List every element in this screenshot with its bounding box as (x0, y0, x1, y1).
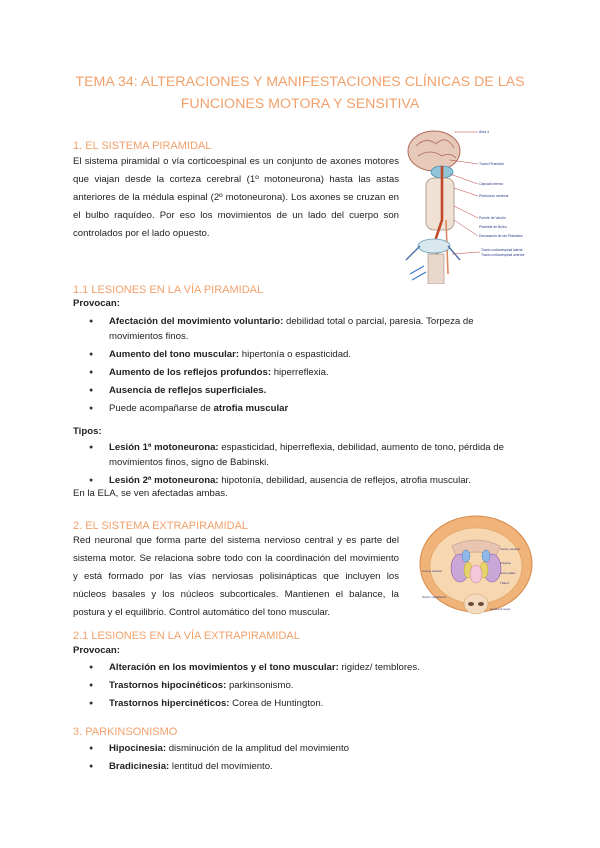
list-item: ● Trastornos hipocinéticos: parkinsonismo. (73, 678, 527, 693)
fig2-label: Globo pálido (500, 571, 516, 575)
heading-lesiones-via-extrapiramidal: 2.1 LESIONES EN LA VÍA EXTRAPIRAMIDAL (73, 630, 300, 642)
label-provocan: Provocan: (73, 298, 120, 309)
substantia-nigra-right (478, 602, 484, 606)
fig2-label: Sustancia negra (490, 607, 511, 611)
spinal-cord (428, 254, 444, 284)
label-tipos: Tipos: (73, 426, 102, 437)
fig1-label: Tracto Piramidal (479, 162, 504, 166)
list-item: ● Trastornos hipercinéticos: Corea de Huntington. (73, 696, 527, 711)
nerve-fibers (410, 266, 426, 280)
fig1-label: Decusación de las Pirámides (479, 234, 523, 238)
caudate-left (462, 550, 470, 562)
heading-sistema-extrapiramidal: 2. EL SISTEMA EXTRAPIRAMIDAL (73, 520, 249, 532)
list-lesiones-extrapiramidal (73, 660, 527, 714)
caudate-right (482, 550, 490, 562)
list-parkinsonismo (73, 741, 527, 777)
spinal-cord-section (418, 239, 450, 253)
heading-lesiones-via-piramidal: 1.1 LESIONES EN LA VÍA PIRAMIDAL (73, 284, 264, 296)
heading-sistema-piramidal: 1. EL SISTEMA PIRAMIDAL (73, 140, 212, 152)
fig1-label: Tracto corticoespinal lateral (481, 248, 523, 252)
list-item: ● Aumento del tono muscular: hipertonía o espasticidad. (73, 347, 527, 362)
brain-hemisphere (408, 131, 460, 171)
paragraph-sistema-extrapiramidal: Red neuronal que forma parte del sistema nervioso central y es parte del sistema motor. Se relaciona sobre todo con la coordinación del movimiento y está formado por las vías nerviosas polisinápticas que incluyen los núcleos basales y los núcleos subcorticales. Mantienen el balance, la postura y el equilibrio. Control automático del tono muscular. (73, 535, 399, 618)
list-item: ● Hipocinesia: disminución de la amplitud del movimiento (73, 741, 527, 756)
heading-parkinsonismo: 3. PARKINSONISMO (73, 726, 178, 738)
brainstem-section (464, 594, 488, 614)
fig1-label: Puente de Varolio (479, 216, 506, 220)
label-provocan: Provocan: (73, 645, 120, 656)
list-item: ● Alteración en los movimientos y el tono muscular: rigidez/ temblores. (73, 660, 527, 675)
list-lesiones-piramidal (73, 314, 527, 419)
basal-ganglia-diagram (416, 512, 536, 620)
list-item: ● Puede acompañarse de atrofia muscular (73, 401, 527, 416)
list-item: ● Aumento de los reflejos profundos: hiperreflexia. (73, 365, 527, 380)
list-tipos-lesion (73, 440, 527, 491)
pyramidal-tract-diagram (402, 124, 538, 284)
list-item: ● Bradicinesia: lentitud del movimiento. (73, 759, 527, 774)
paragraph-sistema-piramidal: El sistema piramidal o vía corticoespinal es un conjunto de axones motores que viajan desde la corteza cerebral (1º motoneurona) hasta las astas anteriores de la médula espinal (2º motoneurona). Los axones se cruzan en el bulbo raquídeo. Por eso los movimientos de un lado del cuerpo son controlados por el lado opuesto. (73, 156, 399, 239)
substantia-nigra-left (468, 602, 474, 606)
list-item: ● Ausencia de reflejos superficiales. (73, 383, 527, 398)
fig2-label: Núcleo caudado (500, 547, 521, 551)
fig1-label: Tracto corticoespinal anterior (481, 253, 525, 257)
ela-note: En la ELA, se ven afectadas ambas. (73, 488, 228, 499)
fig2-label: Tálamo (500, 581, 510, 585)
list-item: ● Lesión 1ª motoneurona: espasticidad, hiperreflexia, debilidad, aumento de tono, pérdida de movimientos finos, signo de Babinski. (73, 440, 527, 470)
fig1-label: Área 4 (479, 130, 489, 134)
fig1-label: Cápsula interna (479, 182, 503, 186)
list-item: ● Afectación del movimiento voluntario: debilidad total o parcial, paresia. Torpeza de movimientos finos. (73, 314, 527, 344)
fig2-label: Cuerpo estriado (422, 569, 442, 573)
list-item: ● Lesión 2ª motoneurona: hipotonía, debilidad, ausencia de reflejos, atrofia muscular. (73, 473, 527, 488)
fig2-label: Núcleo subtalámico (422, 595, 447, 599)
thalamus (470, 565, 482, 583)
document-title: TEMA 34: ALTERACIONES Y MANIFESTACIONES CLÍNICAS DE LAS FUNCIONES MOTORA Y SENSITIVA (75, 74, 525, 112)
fig1-label: Pirámide de Bulbo (479, 225, 507, 229)
fig1-label: Pedúnculo cerebral (479, 194, 509, 198)
fig2-label: Putamen (500, 561, 512, 565)
